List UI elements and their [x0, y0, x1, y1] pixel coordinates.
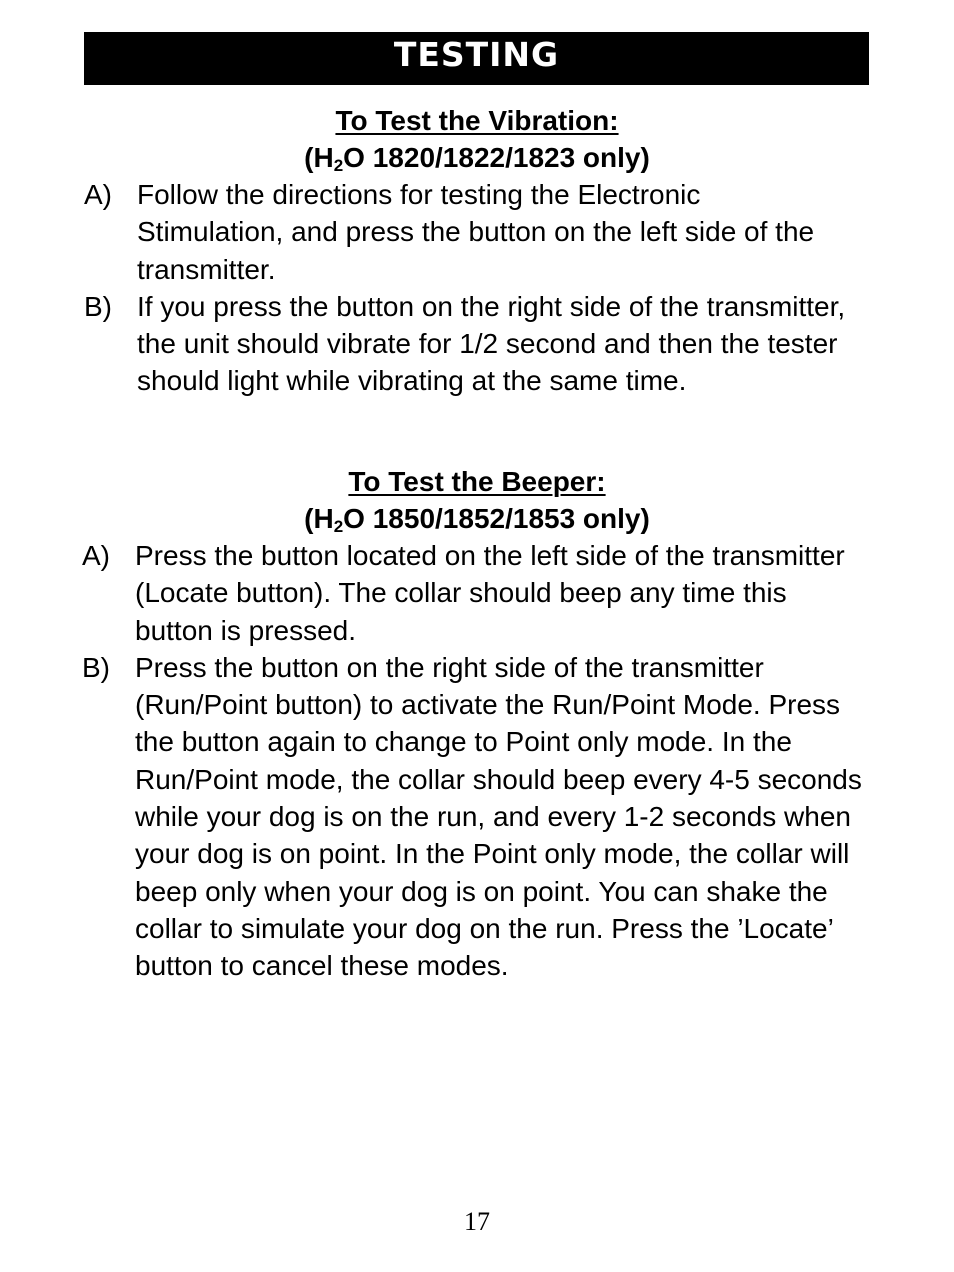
step-text: Press the button located on the left side of the transmitter (Locate button). The collar should beep any time this button is pressed.: [135, 540, 845, 646]
step-text: If you press the button on the right side of the transmitter, the unit should vibrate for 1/2 second and then the tester should light while vibrating at the same time.: [137, 290, 846, 397]
step-marker: B): [84, 290, 112, 322]
beeper-model-note: ($H_2O$ 1850/1852/1853 only): [304, 503, 650, 536]
step-marker: B): [82, 651, 110, 683]
vibration-step-b: [0, 288, 847, 400]
vibration-step-a: [0, 176, 847, 288]
section-title-banner: TESTING: [84, 32, 869, 85]
beeper-title: To Test the Beeper:: [348, 466, 606, 497]
vibration-test-section: [0, 102, 954, 400]
page-number: 17: [464, 1207, 490, 1236]
step-marker: A): [82, 540, 110, 571]
vibration-heading: [0, 102, 954, 176]
beeper-step-a: [0, 537, 865, 649]
step-text: Follow the directions for testing the Electronic Stimulation, and press the button on the left side of the transmitter.: [137, 179, 815, 285]
beeper-step-b: [0, 649, 865, 985]
step-text: Press the button on the right side of the transmitter (Run/Point button) to activate the Run/Point Mode. Press the button again to change to Point only mode. In the Run/Point mode, the collar should beep every 4-5 seconds while your dog is on the run, and every 1-2 seconds when your dog is on point. In the Point only mode, the collar will beep only when your dog is on point. You can shake the collar to simulate your dog on the run. Press the ’Locate’ button to cancel these modes.: [135, 651, 862, 982]
beeper-test-section: [0, 463, 954, 985]
beeper-heading: [0, 463, 954, 537]
step-marker: A): [84, 179, 112, 210]
vibration-model-note: ($H_2O$ 1820/1822/1823 only): [304, 142, 650, 175]
vibration-title: To Test the Vibration:: [335, 105, 619, 136]
